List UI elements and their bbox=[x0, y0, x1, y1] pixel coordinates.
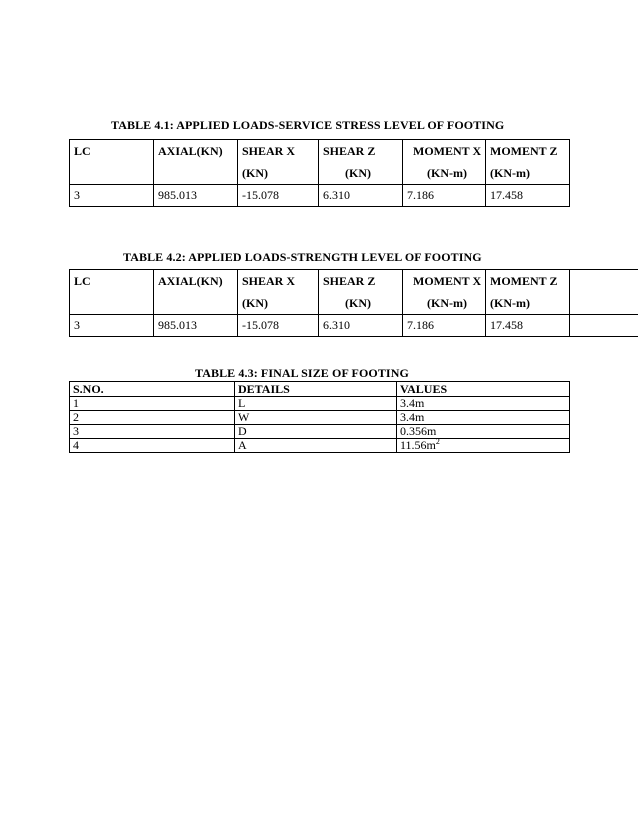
service-load-table bbox=[69, 139, 570, 207]
cell-moment-x: 7.186 bbox=[403, 315, 486, 337]
table-row bbox=[70, 425, 570, 439]
cell-moment-z: 17.458 bbox=[486, 185, 570, 207]
cell-values: 3.4m bbox=[397, 397, 570, 411]
table-header-row bbox=[70, 382, 570, 397]
header-lc: LC bbox=[70, 140, 154, 185]
cell-axial: 985.013 bbox=[154, 315, 238, 337]
table2-caption: TABLE 4.2: APPLIED LOADS-STRENGTH LEVEL OF FOOTING bbox=[123, 250, 482, 264]
area-value: 11.56m bbox=[400, 438, 436, 452]
cell-axial: 985.013 bbox=[154, 185, 238, 207]
cell-sno: 2 bbox=[70, 411, 235, 425]
cell-values: 0.356m bbox=[397, 425, 570, 439]
header-shear-z: SHEAR Z (KN) bbox=[319, 270, 403, 315]
header-details: DETAILS bbox=[235, 382, 397, 397]
cell-shear-z: 6.310 bbox=[319, 315, 403, 337]
header-axial: AXIAL(KN) bbox=[154, 140, 238, 185]
cell-shear-x: -15.078 bbox=[238, 185, 319, 207]
cell-shear-x: -15.078 bbox=[238, 315, 319, 337]
area-exponent: 2 bbox=[435, 437, 440, 446]
cell-sno: 3 bbox=[70, 425, 235, 439]
header-shear-z: SHEAR Z (KN) bbox=[319, 140, 403, 185]
header-sno: S.NO. bbox=[70, 382, 235, 397]
header-shear-x: SHEAR X (KN) bbox=[238, 140, 319, 185]
cell-sno: 1 bbox=[70, 397, 235, 411]
cell-moment-z: 17.458 bbox=[486, 315, 570, 337]
table1-caption: TABLE 4.1: APPLIED LOADS-SERVICE STRESS LEVEL OF FOOTING bbox=[111, 118, 505, 132]
header-lc: LC bbox=[70, 270, 154, 315]
cell-details: W bbox=[235, 411, 397, 425]
cell-details: L bbox=[235, 397, 397, 411]
table-row bbox=[70, 411, 570, 425]
cell-sno: 4 bbox=[70, 439, 235, 453]
header-empty bbox=[570, 270, 638, 315]
table-header-row bbox=[70, 140, 570, 185]
table-row bbox=[70, 315, 638, 337]
table-row bbox=[70, 185, 570, 207]
header-values: VALUES bbox=[397, 382, 570, 397]
header-moment-z: MOMENT Z (KN-m) bbox=[486, 140, 570, 185]
header-moment-z: MOMENT Z (KN-m) bbox=[486, 270, 570, 315]
cell-lc: 3 bbox=[70, 185, 154, 207]
cell-shear-z: 6.310 bbox=[319, 185, 403, 207]
header-shear-x: SHEAR X (KN) bbox=[238, 270, 319, 315]
table-row bbox=[70, 397, 570, 411]
cell-empty bbox=[570, 315, 638, 337]
strength-load-table bbox=[69, 269, 638, 337]
table-row bbox=[70, 439, 570, 453]
header-moment-x: MOMENT X (KN-m) bbox=[403, 270, 486, 315]
cell-lc: 3 bbox=[70, 315, 154, 337]
cell-moment-x: 7.186 bbox=[403, 185, 486, 207]
cell-values: 3.4m bbox=[397, 411, 570, 425]
cell-details: A bbox=[235, 439, 397, 453]
cell-details: D bbox=[235, 425, 397, 439]
table3-caption: TABLE 4.3: FINAL SIZE OF FOOTING bbox=[195, 366, 409, 380]
cell-values bbox=[397, 439, 570, 453]
header-moment-x: MOMENT X (KN-m) bbox=[403, 140, 486, 185]
header-axial: AXIAL(KN) bbox=[154, 270, 238, 315]
footing-size-table bbox=[69, 381, 570, 453]
table-header-row bbox=[70, 270, 638, 315]
